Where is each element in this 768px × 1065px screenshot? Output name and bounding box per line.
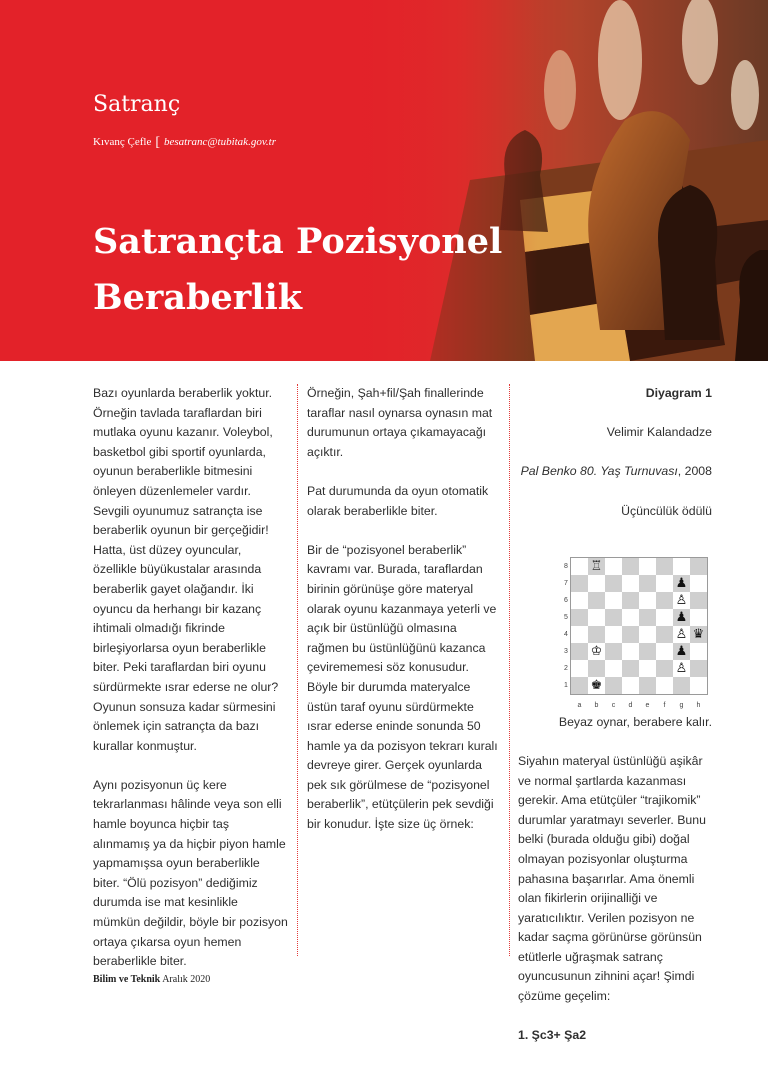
rank-labels	[562, 558, 570, 694]
board-square-d2	[622, 660, 639, 677]
board-square-a2	[571, 660, 588, 677]
file-label: a	[577, 701, 582, 709]
rank-label: 3	[564, 647, 568, 655]
diagram-composer: Velimir Kalandadze	[606, 425, 712, 440]
board-square-d3	[622, 643, 639, 660]
article-headline	[93, 214, 563, 326]
column-1	[93, 384, 288, 991]
board-square-a7	[571, 575, 588, 592]
paragraph: Bir de “pozisyonel beraberlik” kavramı var. Burada, taraflardan birinin görünüşe göre materyal olarak oyunu kazanmaya yeterli ve açık bir üstünlüğü olmasına rağmen bu üstünlüğünü kazanca çevirememesi söz konusudur. Böyle bir durumda materyalce üstün taraf oyunu sürdürmekte ısrar ederse eninde sonunda 50 hamle ya da pozisyon tekrarı kuralı devreye girer. Gerçek oyunlarda pek sık görülmese de “pozisyonel beraberlik”, etütçülerin pek sevdiği bir konudur. İşte size üç örnek:	[307, 542, 498, 832]
board-square-d6	[622, 592, 639, 609]
board-square-c3	[605, 643, 622, 660]
board-square-h6	[690, 592, 707, 609]
board-square-g8	[673, 558, 690, 575]
board-square-e5	[639, 609, 656, 626]
board-square-f3	[656, 643, 673, 660]
paragraph: Örneğin, Şah+fil/Şah finallerinde taraflar nasıl oynarsa oynasın mat durumunun ortaya çıkamayacağı açıktır.	[307, 386, 493, 459]
board-square-d4	[622, 626, 639, 643]
board-square-h2	[690, 660, 707, 677]
section-title: Satranç	[93, 92, 181, 117]
rank-label: 4	[564, 630, 568, 638]
rank-label: 8	[564, 562, 568, 570]
chess-board	[571, 558, 707, 694]
file-label: c	[611, 701, 616, 709]
board-square-f2	[656, 660, 673, 677]
board-square-d1	[622, 677, 639, 694]
column-divider	[297, 384, 298, 956]
paragraph: Pat durumunda da oyun otomatik olarak beraberlikle biter.	[307, 483, 489, 518]
board-square-b8: ♖	[588, 558, 605, 575]
file-label: g	[679, 701, 684, 709]
board-square-e2	[639, 660, 656, 677]
board-square-b2	[588, 660, 605, 677]
board-square-b6	[588, 592, 605, 609]
board-square-c4	[605, 626, 622, 643]
board-square-c1	[605, 677, 622, 694]
board-square-a6	[571, 592, 588, 609]
file-label: f	[663, 701, 666, 709]
tournament-year: , 2008	[677, 464, 712, 479]
board-square-f7	[656, 575, 673, 592]
issue-date: Aralık 2020	[162, 974, 211, 985]
headline-line-2: Beraberlik	[93, 277, 302, 318]
board-square-d7	[622, 575, 639, 592]
board-square-c7	[605, 575, 622, 592]
column-3	[518, 384, 712, 1065]
paragraph: Siyahın materyal üstünlüğü aşikâr ve normal şartlarda kazanması gerekir. Ama etütçüler “trajikomik” durumlar yaratmayı severler. Bunu belki (burada olduğu gibi) doğal olmayan pozisyonlar oluşturma pahasına başarırlar. Ama önemli olan fikirlerin orijinalliği ve yaratıcılıktır. Verilen pozisyon ne kadar saçma görünürse görünsün etütlerle uğraşmak satranç oyuncusunun zihnini açar! Şimdi çözüme geçelim:	[518, 753, 706, 1004]
board-square-b3: ♔	[588, 643, 605, 660]
author-name: Kıvanç Çefle	[93, 136, 152, 148]
paragraph: Aynı pozisyonun üç kere tekrarlanması hâlinde veya son elli hamle boyunca hiçbir taş alınmamış ya da hiçbir piyon hamle yapmamışsa oyun beraberlikle biter. “Ölü pozisyon” dediğimiz durumda ise mat kesinlikle mümkün değildir, böyle bir pozisyon ortaya çıkarsa oyun hemen beraberlikle biter.	[93, 777, 288, 969]
header-banner	[0, 0, 768, 361]
rank-label: 7	[564, 579, 568, 587]
board-square-g4: ♙	[673, 626, 690, 643]
rank-label: 5	[564, 613, 568, 621]
board-square-h8	[690, 558, 707, 575]
board-square-e7	[639, 575, 656, 592]
diagram-source	[518, 462, 712, 482]
solution-move: 1. Şc3+ Şa2	[518, 1028, 587, 1043]
board-square-h3	[690, 643, 707, 660]
file-label: b	[594, 701, 599, 709]
board-square-d8	[622, 558, 639, 575]
board-square-d5	[622, 609, 639, 626]
byline	[93, 135, 276, 151]
board-square-c6	[605, 592, 622, 609]
board-square-c8	[605, 558, 622, 575]
board-square-a5	[571, 609, 588, 626]
rank-label: 1	[564, 681, 568, 689]
board-square-f6	[656, 592, 673, 609]
byline-separator: [	[155, 135, 161, 150]
board-square-c5	[605, 609, 622, 626]
board-square-h4: ♛	[690, 626, 707, 643]
file-label: e	[645, 701, 650, 709]
board-square-b4	[588, 626, 605, 643]
author-email[interactable]: besatranc@tubitak.gov.tr	[164, 136, 276, 148]
board-square-b7	[588, 575, 605, 592]
board-square-e3	[639, 643, 656, 660]
board-square-a8	[571, 558, 588, 575]
board-square-g5: ♟	[673, 609, 690, 626]
board-square-g7: ♟	[673, 575, 690, 592]
board-square-a3	[571, 643, 588, 660]
board-square-h1	[690, 677, 707, 694]
column-2	[307, 384, 499, 854]
diagram-award: Üçüncülük ödülü	[621, 503, 712, 518]
tournament-name: Pal Benko 80. Yaş Turnuvası	[520, 464, 678, 479]
page-footer	[93, 974, 210, 985]
magazine-name: Bilim ve Teknik	[93, 974, 161, 985]
board-square-e1	[639, 677, 656, 694]
board-square-f8	[656, 558, 673, 575]
board-square-f4	[656, 626, 673, 643]
board-square-g2: ♙	[673, 660, 690, 677]
board-square-f1	[656, 677, 673, 694]
board-square-e4	[639, 626, 656, 643]
board-square-e8	[639, 558, 656, 575]
file-label: h	[696, 701, 701, 709]
board-square-g1	[673, 677, 690, 694]
board-square-h5	[690, 609, 707, 626]
rank-label: 6	[564, 596, 568, 604]
paragraph: Bazı oyunlarda beraberlik yoktur. Örneğin tavlada taraflardan biri mutlaka oyunu kazanır. Voleybol, basketbol gibi sportif oyunlarda, oyunun beraberlikle bitmesini önleyen düzenlemeler vardır. Sevgili oyunumuz satrançta ise beraberlik oyunun bir gerçeğidir! Hatta, üst düzey oyuncular, özellikle büyükustalar arasında beraberlik gayet olağandır. İki oyuncu da herhangı bir kazanç ihtimali olmadığı fikrinde birleşiyorlarsa oyun beraberlikle biter. Peki taraflardan biri oyunu sürdürmekte ısrar ederse ne olur? Oyunun sonsuza kadar sürmesini önlemek için satrançta da bazı kurallar konmuştur.	[93, 386, 279, 753]
board-square-g6: ♙	[673, 592, 690, 609]
file-labels	[571, 696, 707, 716]
diagram-title: Diyagram 1	[645, 386, 712, 400]
board-square-b5	[588, 609, 605, 626]
chess-diagram	[518, 541, 712, 713]
board-square-f5	[656, 609, 673, 626]
board-square-g3: ♟	[673, 643, 690, 660]
rank-label: 2	[564, 664, 568, 672]
diagram-caption: Beyaz oynar, berabere kalır.	[558, 714, 712, 729]
board-square-h7	[690, 575, 707, 592]
board-square-a1	[571, 677, 588, 694]
file-label: d	[628, 701, 633, 709]
board-square-a4	[571, 626, 588, 643]
board-square-b1: ♚	[588, 677, 605, 694]
column-divider	[509, 384, 510, 956]
headline-line-1: Satrançta Pozisyonel	[93, 221, 503, 262]
board-square-e6	[639, 592, 656, 609]
board-square-c2	[605, 660, 622, 677]
